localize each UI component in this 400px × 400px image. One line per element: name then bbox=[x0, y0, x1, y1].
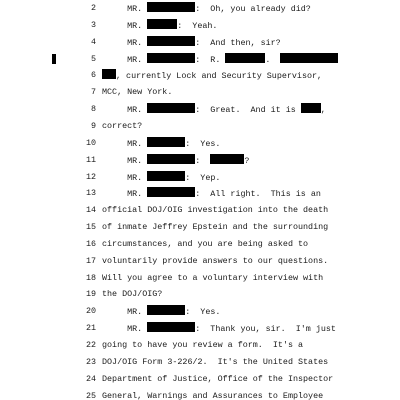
line-text bbox=[102, 373, 333, 385]
text-segment: , bbox=[320, 105, 326, 116]
text-segment: MCC, New York. bbox=[102, 87, 173, 98]
text-segment: : Yes. bbox=[185, 307, 221, 318]
line-number: 13 bbox=[85, 188, 96, 199]
line-text bbox=[102, 204, 328, 216]
redaction-box bbox=[102, 69, 116, 79]
text-segment: MR. bbox=[102, 54, 148, 65]
line-number: 7 bbox=[90, 87, 96, 98]
text-segment: : bbox=[195, 155, 211, 166]
line-text bbox=[102, 305, 220, 318]
line-number: 3 bbox=[90, 19, 96, 30]
text-segment: : Yep. bbox=[185, 172, 221, 183]
line-text bbox=[102, 86, 172, 98]
text-segment: : R. bbox=[195, 54, 226, 65]
line-text bbox=[102, 171, 220, 184]
line-text bbox=[102, 238, 308, 250]
text-segment: MR. bbox=[102, 138, 148, 149]
redaction-box bbox=[147, 103, 195, 113]
redaction-box bbox=[301, 103, 321, 113]
redaction-box bbox=[147, 154, 195, 164]
text-segment: MR. bbox=[102, 4, 148, 14]
redaction-box bbox=[147, 19, 177, 29]
text-segment: circumstances, and you are being asked to bbox=[102, 238, 309, 249]
line-number: 2 bbox=[90, 3, 96, 13]
text-segment: ? bbox=[244, 155, 250, 166]
text-segment: official DOJ/OIG investigation into the death bbox=[102, 205, 329, 216]
line-number: 6 bbox=[90, 70, 96, 81]
text-segment: : And then, sir? bbox=[195, 37, 281, 48]
line-number: 20 bbox=[85, 306, 96, 317]
line-text bbox=[102, 255, 328, 267]
redaction-box bbox=[225, 53, 265, 63]
line-text bbox=[102, 120, 142, 132]
line-text bbox=[102, 221, 328, 233]
text-segment: , currently Lock and Security Supervisor, bbox=[116, 71, 323, 82]
line-text bbox=[102, 339, 303, 351]
line-number: 8 bbox=[90, 104, 96, 115]
redaction-box bbox=[210, 154, 244, 164]
redaction-box bbox=[147, 137, 185, 147]
text-segment: General, Warnings and Assurances to Employee bbox=[102, 390, 324, 400]
line-number: 9 bbox=[90, 120, 96, 131]
line-number: 11 bbox=[85, 154, 96, 165]
line-text bbox=[102, 36, 281, 49]
line-number: 10 bbox=[85, 137, 96, 148]
text-segment: voluntarily provide answers to our questions. bbox=[102, 255, 329, 266]
redaction-box bbox=[147, 2, 195, 12]
redaction-box bbox=[147, 171, 185, 181]
line-number: 22 bbox=[85, 340, 96, 350]
text-segment: MR. bbox=[102, 189, 148, 200]
text-segment: the DOJ/OIG? bbox=[102, 289, 163, 300]
text-segment: DOJ/OIG Form 3-226/2. It's the United States bbox=[102, 356, 329, 367]
redaction-box bbox=[147, 322, 195, 332]
line-number: 4 bbox=[90, 36, 96, 47]
margin-redaction-mark bbox=[52, 54, 56, 64]
text-segment: : Yeah. bbox=[177, 20, 218, 31]
text-segment: MR. bbox=[102, 20, 148, 31]
line-number: 5 bbox=[90, 53, 96, 64]
line-number: 24 bbox=[85, 373, 96, 384]
text-segment: : All right. This is an bbox=[195, 189, 321, 200]
line-text bbox=[102, 103, 326, 116]
text-segment: : Oh, you already did? bbox=[195, 4, 311, 14]
text-segment: . bbox=[265, 54, 281, 65]
line-text bbox=[102, 69, 322, 82]
line-number: 17 bbox=[85, 255, 96, 266]
line-text bbox=[102, 272, 323, 284]
text-segment: MR. bbox=[102, 105, 148, 116]
text-segment: : Thank you, sir. I'm just bbox=[195, 324, 336, 335]
text-segment: Department of Justice, Office of the Inspector bbox=[102, 373, 334, 384]
text-segment: correct? bbox=[102, 120, 143, 131]
redaction-box bbox=[147, 53, 195, 63]
line-text bbox=[102, 154, 249, 167]
line-text bbox=[102, 356, 328, 368]
text-segment: MR. bbox=[102, 155, 148, 166]
line-number: 21 bbox=[85, 323, 96, 334]
line-number: 16 bbox=[85, 238, 96, 249]
redaction-box bbox=[280, 53, 338, 63]
line-text bbox=[102, 137, 220, 150]
line-text bbox=[102, 187, 321, 200]
text-segment: MR. bbox=[102, 172, 148, 183]
line-number: 14 bbox=[85, 205, 96, 216]
line-number: 19 bbox=[85, 289, 96, 300]
text-segment: MR. bbox=[102, 324, 148, 335]
line-number: 23 bbox=[85, 356, 96, 367]
text-segment: : Yes. bbox=[185, 138, 221, 149]
redaction-box bbox=[147, 305, 185, 315]
redaction-box bbox=[147, 187, 195, 197]
text-segment: MR. bbox=[102, 307, 148, 318]
text-segment: MR. bbox=[102, 37, 148, 48]
line-text bbox=[102, 53, 338, 66]
text-segment: Will you agree to a voluntary interview with bbox=[102, 272, 324, 283]
line-number: 15 bbox=[85, 222, 96, 233]
text-segment: going to have you review a form. It's a bbox=[102, 340, 304, 350]
line-text bbox=[102, 390, 323, 400]
line-text bbox=[102, 288, 162, 300]
line-number: 18 bbox=[85, 272, 96, 283]
line-number: 12 bbox=[85, 171, 96, 182]
text-segment: of inmate Jeffrey Epstein and the surrounding bbox=[102, 222, 329, 233]
line-text bbox=[102, 322, 336, 335]
line-text bbox=[102, 2, 311, 15]
redaction-box bbox=[147, 36, 195, 46]
line-text bbox=[102, 19, 217, 32]
text-segment: : Great. And it is bbox=[195, 105, 301, 116]
line-number: 25 bbox=[85, 390, 96, 400]
